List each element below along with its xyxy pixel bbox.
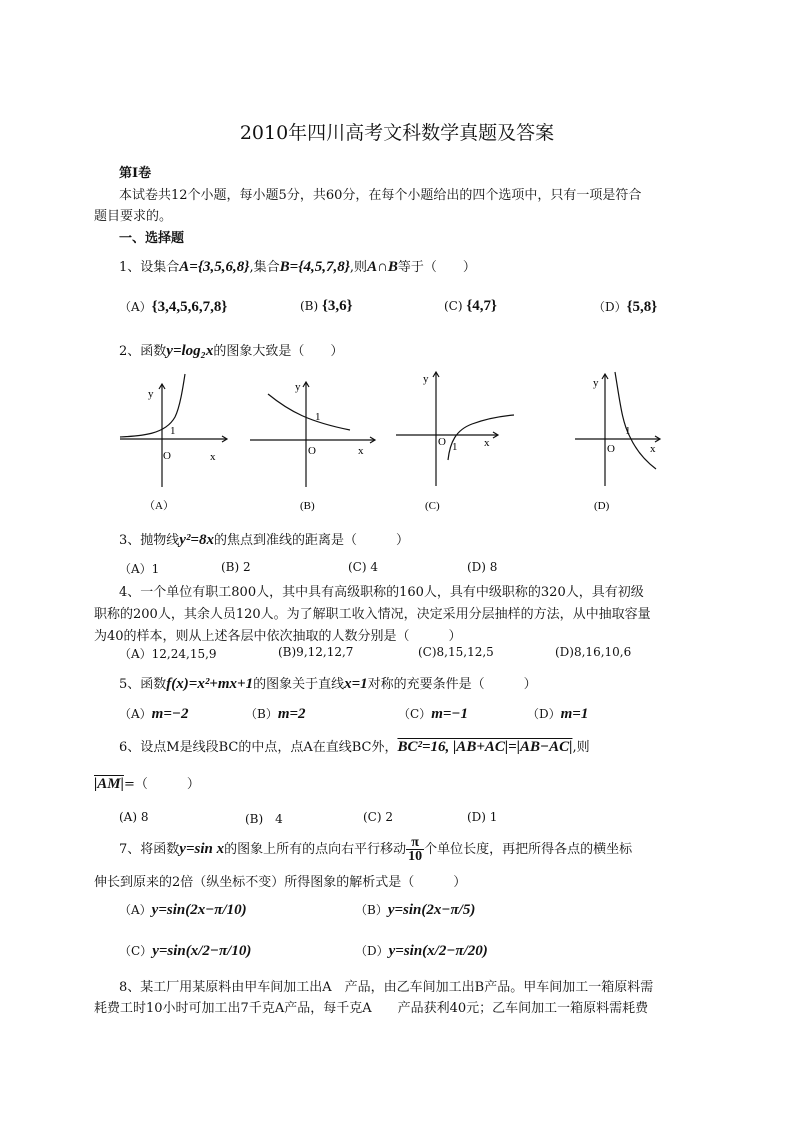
question-5: 5、函数f(x)=x²+mx+1的图象关于直线x=1对称的充要条件是（ ）	[119, 676, 537, 692]
graph-label-a: （A）	[144, 500, 174, 512]
option-7b: （B）y=sin(2x−π/5)	[355, 902, 476, 918]
graph-a-one: 1	[170, 425, 176, 437]
graph-c	[396, 372, 514, 486]
question-6-line2: |AM|=（ ）	[94, 776, 200, 792]
option-6d: (D) 1	[467, 810, 498, 824]
question-4-line1: 4、一个单位有职工800人，其中具有高级职称的160人，具有中级职称的320人，具有初级	[119, 585, 644, 600]
option-5c: （C）m=−1	[398, 706, 468, 722]
graph-b-origin: O	[308, 445, 316, 457]
option-3a: （A）1	[119, 562, 160, 576]
fraction-pi-over-10: $\frac{\pi}{10}$	[408, 835, 423, 864]
option-4d: (D)8,16,10,6	[555, 645, 632, 659]
graph-label-c: (C)	[425, 500, 440, 512]
graph-b-x-label: x	[358, 445, 364, 457]
option-6a: (A) 8	[119, 810, 149, 824]
question-2: 2、函数y=log₂x的图象大致是（ ）	[119, 343, 344, 359]
q2-graphs	[110, 362, 710, 520]
question-8-line2: 耗费工时10小时可加工出7千克A产品，每千克A 产品获利40元；乙车间加工一箱原料需耗费	[94, 1001, 649, 1016]
question-6: 6、设点M是线段BC的中点，点A在直线BC外，BC²=16, |AB+AC|=|AB−AC|,则	[119, 739, 590, 755]
question-7-line2: 伸长到原来的2倍（纵坐标不变）所得图象的解析式是（ ）	[94, 875, 467, 890]
question-4-line3: 为40的样本，则从上述各层中依次抽取的人数分别是（ ）	[94, 629, 462, 644]
question-1: 1、设集合A={3,5,6,8},集合B={4,5,7,8},则A∩B等于（ ）	[119, 259, 476, 275]
question-7: 7、将函数y=sin x的图象上所有的点向右平行移动 $\frac{\pi}{10}$ 个单位长度，再把所得各点的横坐标	[119, 835, 633, 864]
graph-a-x-label: x	[210, 451, 216, 463]
section-heading: 第Ⅰ卷	[119, 166, 152, 181]
option-4a: （A）12,24,15,9	[119, 647, 217, 661]
graph-d-one: 1	[625, 425, 631, 437]
option-1a: （A）{3,4,5,6,7,8}	[119, 299, 228, 315]
option-3c: (C) 4	[348, 560, 378, 574]
graph-c-origin: O	[438, 436, 446, 448]
option-4c: (C)8,15,12,5	[418, 645, 494, 659]
intro-text-line2: 题目要求的。	[94, 209, 173, 224]
option-7a: （A）y=sin(2x−π/10)	[119, 902, 247, 918]
graph-label-d: (D)	[594, 500, 610, 512]
option-6c: (C) 2	[363, 810, 393, 824]
option-7d: （D）y=sin(x/2−π/20)	[355, 943, 488, 959]
option-5b: （B）m=2	[245, 706, 306, 722]
option-3b: (B) 2	[221, 560, 251, 574]
graph-d-x-label: x	[650, 443, 656, 455]
graph-b-y-label: y	[295, 381, 301, 393]
graph-c-one: 1	[452, 441, 458, 453]
option-5d: （D）m=1	[527, 706, 589, 722]
graph-a-origin: O	[163, 450, 171, 462]
graph-b	[250, 382, 375, 487]
option-5a: （A）m=−2	[119, 706, 189, 722]
graph-c-y-label: y	[423, 373, 429, 385]
graph-a-y-label: y	[148, 388, 154, 400]
graph-d-y-label: y	[593, 377, 599, 389]
option-6b: (B) 4	[245, 812, 283, 826]
option-1c: (C) {4,7}	[444, 298, 497, 314]
option-4b: (B)9,12,12,7	[278, 645, 354, 659]
page-title: 2010年四川高考文科数学真题及答案	[239, 122, 555, 144]
graph-label-b: (B)	[300, 500, 315, 512]
option-7c: （C）y=sin(x/2−π/10)	[119, 943, 252, 959]
part-heading: 一、选择题	[119, 231, 185, 246]
graph-d	[575, 372, 660, 486]
option-1d: （D）{5,8}	[593, 299, 658, 315]
graph-b-one: 1	[315, 411, 321, 423]
graph-d-origin: O	[607, 443, 615, 455]
question-3: 3、抛物线y²=8x的焦点到准线的距离是（ ）	[119, 532, 409, 548]
question-8-line1: 8、某工厂用某原料由甲车间加工出A 产品，由乙车间加工出B产品。甲车间加工一箱原料需	[119, 980, 654, 995]
intro-text-line1: 本试卷共12个小题，每小题5分，共60分，在每个小题给出的四个选项中，只有一项是符合	[119, 188, 642, 203]
graph-c-x-label: x	[484, 437, 490, 449]
question-4-line2: 职称的200人，其余人员120人。为了解职工收入情况，决定采用分层抽样的方法，从中抽取容量	[94, 607, 651, 622]
option-3d: (D) 8	[467, 560, 498, 574]
option-1b: (B) {3,6}	[300, 298, 353, 314]
